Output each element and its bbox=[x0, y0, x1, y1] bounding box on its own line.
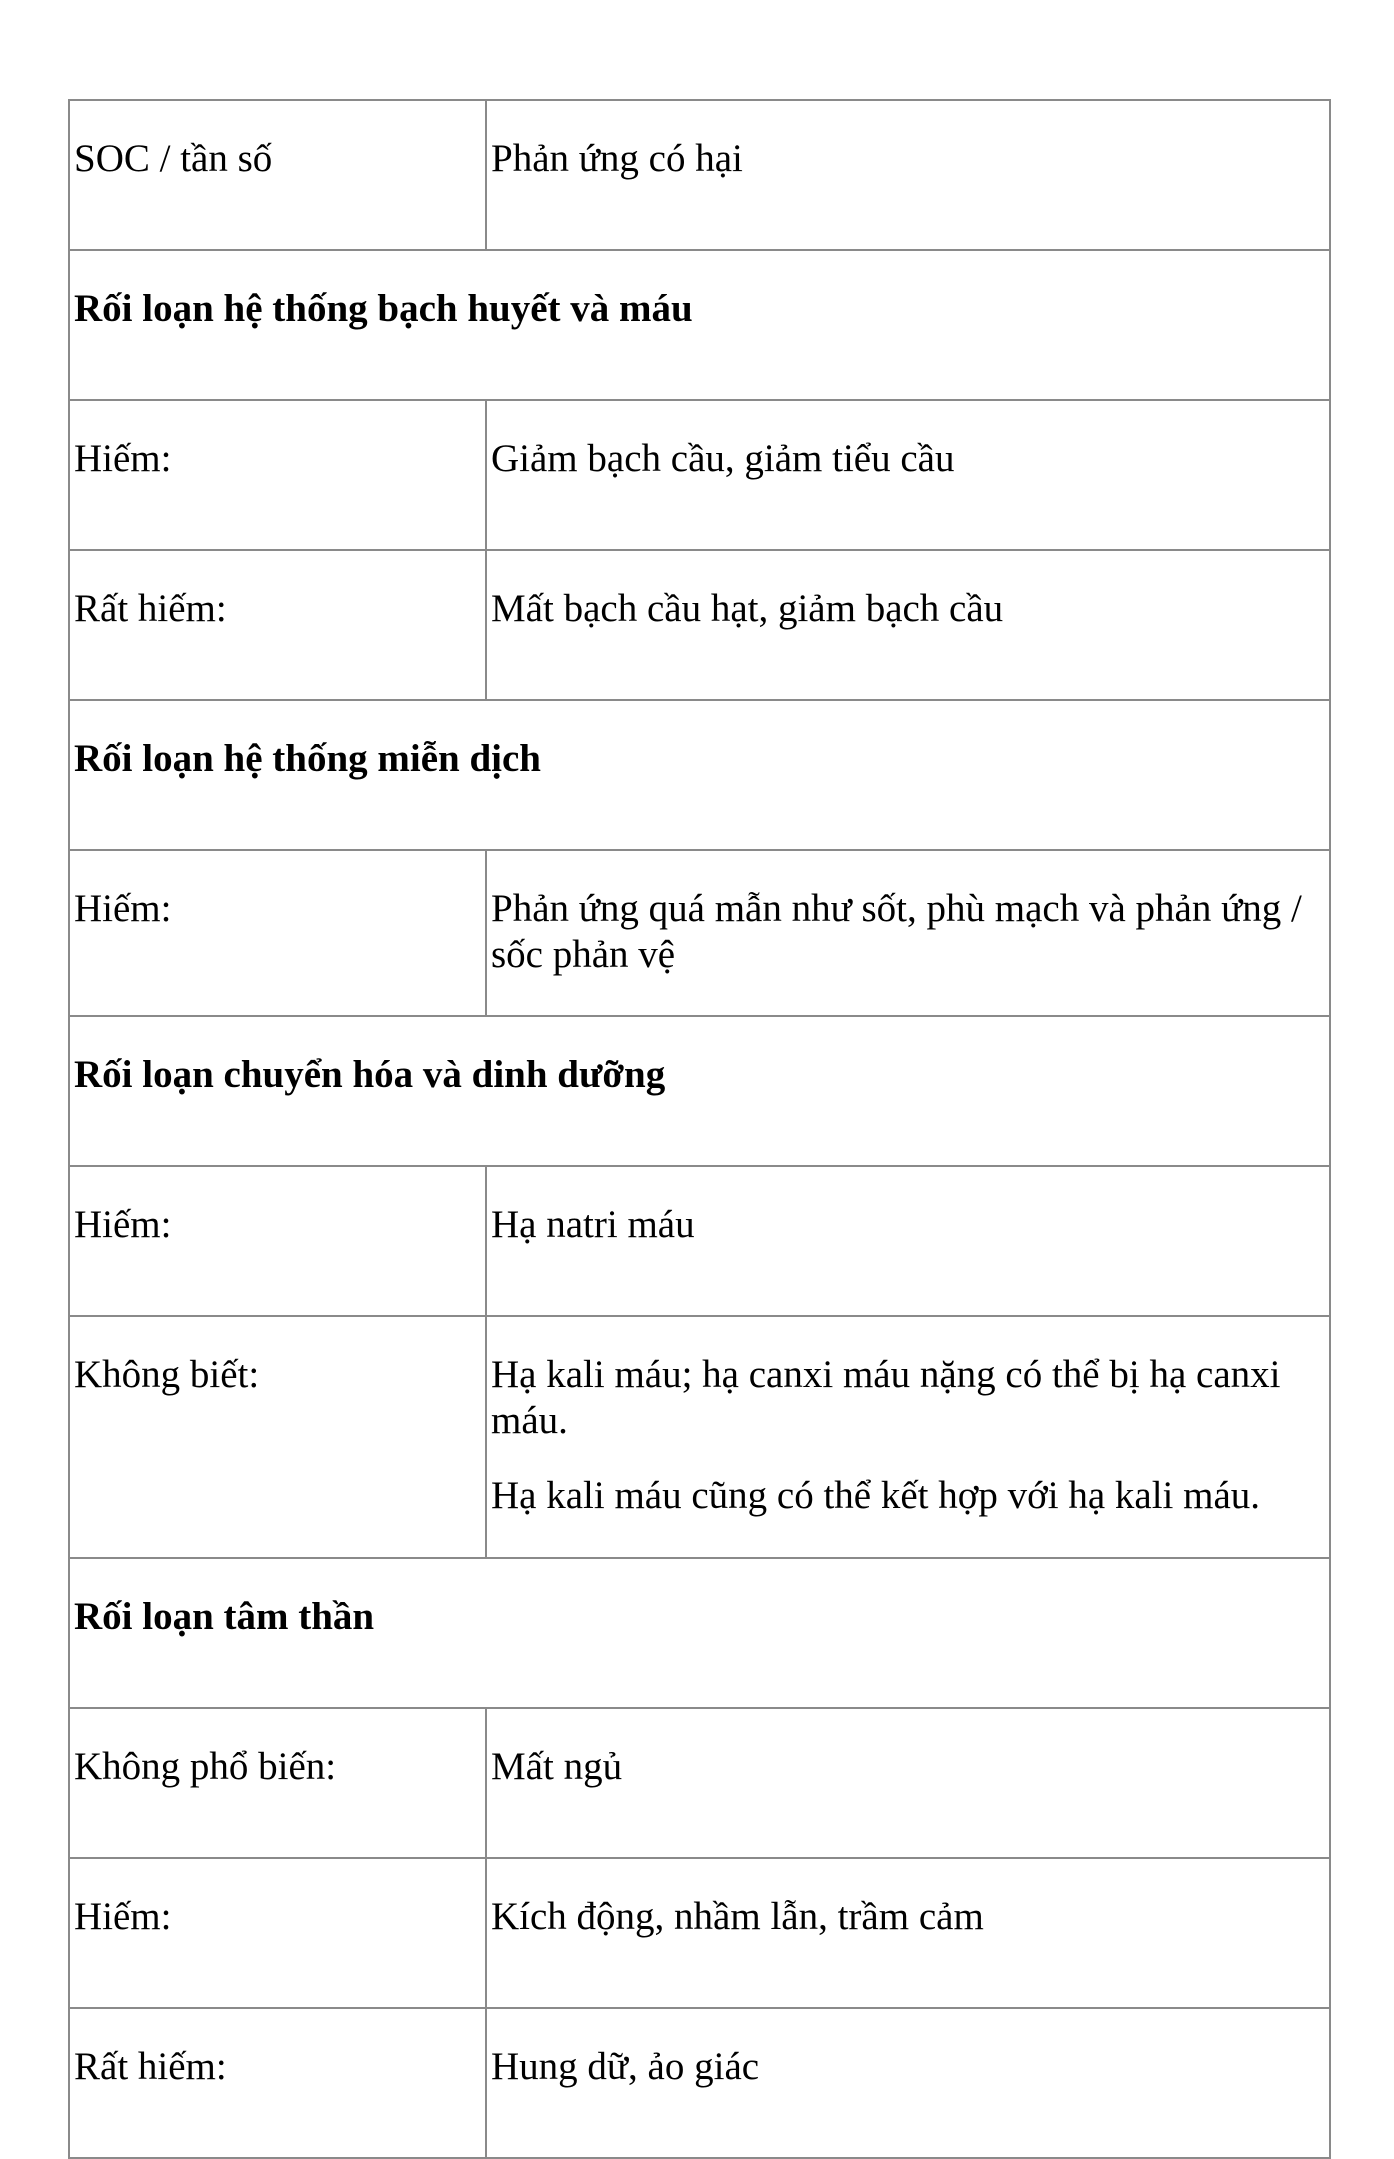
section-heading-psychiatric: Rối loạn tâm thần bbox=[69, 1558, 1330, 1708]
table-row bbox=[69, 2008, 1330, 2158]
section-heading-immune: Rối loạn hệ thống miễn dịch bbox=[69, 700, 1330, 850]
reaction-cell bbox=[486, 1316, 1330, 1558]
reaction-cell: Hạ natri máu bbox=[486, 1166, 1330, 1316]
frequency-cell: Rất hiếm: bbox=[69, 2008, 486, 2158]
table-row bbox=[69, 1708, 1330, 1858]
table-row bbox=[69, 1858, 1330, 2008]
frequency-cell: Hiếm: bbox=[69, 1858, 486, 2008]
frequency-cell: Không biết: bbox=[69, 1316, 486, 1558]
header-soc-frequency: SOC / tần số bbox=[69, 100, 486, 250]
reaction-paragraph: Hạ kali máu; hạ canxi máu nặng có thể bị hạ canxi máu. bbox=[491, 1353, 1281, 1442]
frequency-cell: Rất hiếm: bbox=[69, 550, 486, 700]
reaction-cell: Kích động, nhầm lẫn, trầm cảm bbox=[486, 1858, 1330, 2008]
reaction-cell: Giảm bạch cầu, giảm tiểu cầu bbox=[486, 400, 1330, 550]
frequency-cell: Không phổ biến: bbox=[69, 1708, 486, 1858]
table-row bbox=[69, 400, 1330, 550]
reaction-cell: Mất ngủ bbox=[486, 1708, 1330, 1858]
reaction-cell: Phản ứng quá mẫn như sốt, phù mạch và phản ứng / sốc phản vệ bbox=[486, 850, 1330, 1016]
header-adverse-reaction: Phản ứng có hại bbox=[486, 100, 1330, 250]
reaction-cell: Mất bạch cầu hạt, giảm bạch cầu bbox=[486, 550, 1330, 700]
table-row bbox=[69, 850, 1330, 1016]
frequency-cell: Hiếm: bbox=[69, 1166, 486, 1316]
section-row bbox=[69, 1558, 1330, 1708]
frequency-cell: Hiếm: bbox=[69, 400, 486, 550]
reaction-note-paragraph: Hạ kali máu cũng có thể kết hợp với hạ kali máu. bbox=[491, 1474, 1261, 1517]
table-row bbox=[69, 1166, 1330, 1316]
section-heading-blood-lymphatic: Rối loạn hệ thống bạch huyết và máu bbox=[69, 250, 1330, 400]
section-heading-metabolism: Rối loạn chuyển hóa và dinh dưỡng bbox=[69, 1016, 1330, 1166]
table-row bbox=[69, 550, 1330, 700]
section-row bbox=[69, 250, 1330, 400]
frequency-cell: Hiếm: bbox=[69, 850, 486, 1016]
table-header-row bbox=[69, 100, 1330, 250]
section-row bbox=[69, 1016, 1330, 1166]
section-row bbox=[69, 700, 1330, 850]
table-row bbox=[69, 1316, 1330, 1558]
reaction-cell: Hung dữ, ảo giác bbox=[486, 2008, 1330, 2158]
adverse-reactions-table bbox=[68, 99, 1331, 2159]
